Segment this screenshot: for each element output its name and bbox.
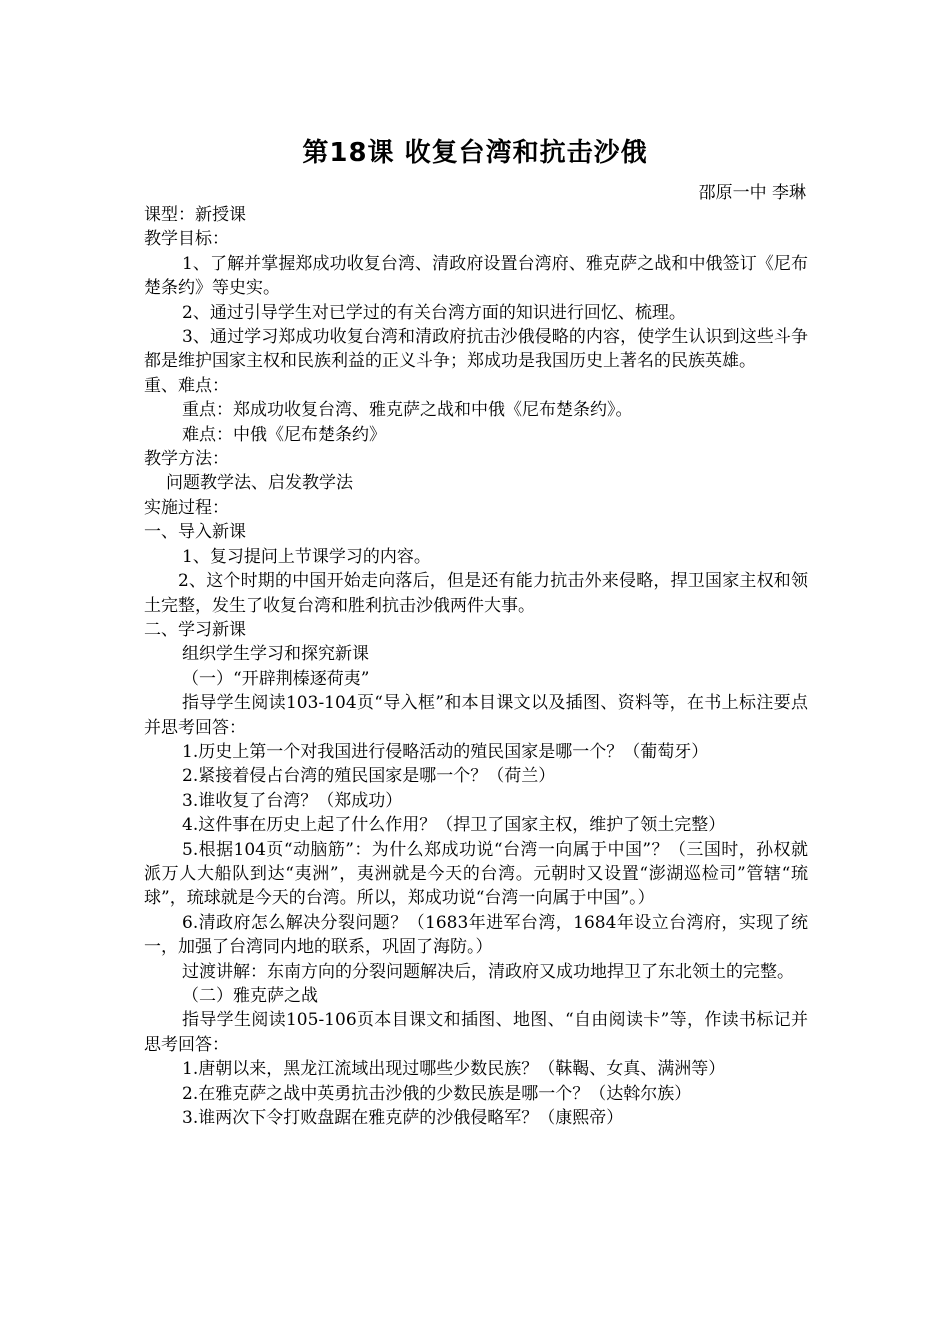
page-title: 第18课 收复台湾和抗击沙俄	[302, 138, 648, 168]
objective-item: 2、通过引导学生对已学过的有关台湾方面的知识进行回忆、梳理。	[182, 302, 686, 323]
section-heading-intro: 一、导入新课	[144, 522, 246, 543]
question-item: 3.谁收复了台湾？（郑成功）	[182, 790, 403, 811]
intro-item: 1、复习提问上节课学习的内容。	[182, 546, 431, 567]
paragraph: 指导学生阅读105-106页本目课文和插图、地图、“自由阅读卡”等，作读书标记并思考回答：	[144, 1010, 808, 1055]
objective-item: 1、了解并掌握郑成功收复台湾、清政府设置台湾府、雅克萨之战和中俄签订《尼布楚条约》等史实。	[144, 253, 808, 299]
objective-item: 3、通过学习郑成功收复台湾和清政府抗击沙俄侵略的内容，使学生认识到这些斗争都是维护国家主权和民族利益的正义斗争；郑成功是我国历史上著名的民族英雄。	[144, 327, 808, 372]
question-item: 4.这件事在历史上起了什么作用？（捍卫了国家主权，维护了领土完整）	[182, 815, 726, 836]
difficult-point: 难点：中俄《尼布楚条约》	[182, 424, 386, 445]
question-item: 1.历史上第一个对我国进行侵略活动的殖民国家是哪一个？（葡萄牙）	[182, 741, 709, 762]
transition-paragraph: 过渡讲解：东南方向的分裂问题解决后，清政府又成功地捍卫了东北领土的完整。	[182, 961, 794, 982]
intro-item: 2、这个时期的中国开始走向落后，但是还有能力抗击外来侵略，捍卫国家主权和领土完整，发生了收复台湾和胜利抗击沙俄两件大事。	[144, 571, 808, 616]
paragraph: 组织学生学习和探究新课	[182, 644, 369, 665]
subsection-heading: （二）雅克萨之战	[182, 986, 318, 1006]
section-heading-keypoints: 重、难点：	[144, 375, 229, 396]
question-item: 2.紧接着侵占台湾的殖民国家是哪一个？（荷兰）	[182, 766, 556, 787]
methods-text: 问题教学法、启发教学法	[166, 473, 353, 494]
paragraph: 指导学生阅读103-104页“导入框”和本目课文以及插图、资料等，在书上标注要点并思考回答：	[144, 693, 808, 738]
question-item: 2.在雅克萨之战中英勇抗击沙俄的少数民族是哪一个？（达斡尔族）	[182, 1083, 692, 1104]
lesson-type: 课型：新授课	[144, 205, 246, 225]
question-item: 3.谁两次下令打败盘踞在雅克萨的沙俄侵略军？（康熙帝）	[182, 1108, 624, 1129]
question-item: 5.根据104页“动脑筋”：为什么郑成功说“台湾一向属于中国”？（三国时，孙权就派万人大船队到达“夷洲”，夷洲就是今天的台湾。元朝时又设置“澎湖巡检司”管辖“琉球”，琉球就是今天的台湾。所以，郑成功说“台湾一向属于中国”。）	[144, 839, 808, 909]
author-line: 邵原一中 李琳	[698, 183, 806, 203]
section-heading-process: 实施过程：	[144, 497, 229, 518]
section-heading-new-lesson: 二、学习新课	[144, 619, 246, 640]
subsection-heading: （一）“开辟荆榛逐荷夷”	[182, 668, 370, 689]
question-item: 6.清政府怎么解决分裂问题？（1683年进军台湾，1684年设立台湾府，实现了统一，加强了台湾同内地的联系，巩固了海防。）	[144, 912, 808, 958]
section-heading-methods: 教学方法：	[144, 449, 229, 470]
question-item: 1.唐朝以来，黑龙江流域出现过哪些少数民族？（靺鞨、女真、满洲等）	[182, 1059, 726, 1080]
key-point: 重点：郑成功收复台湾、雅克萨之战和中俄《尼布楚条约》。	[182, 400, 633, 421]
section-heading-objectives: 教学目标：	[144, 229, 229, 250]
document-body	[144, 203, 808, 1130]
